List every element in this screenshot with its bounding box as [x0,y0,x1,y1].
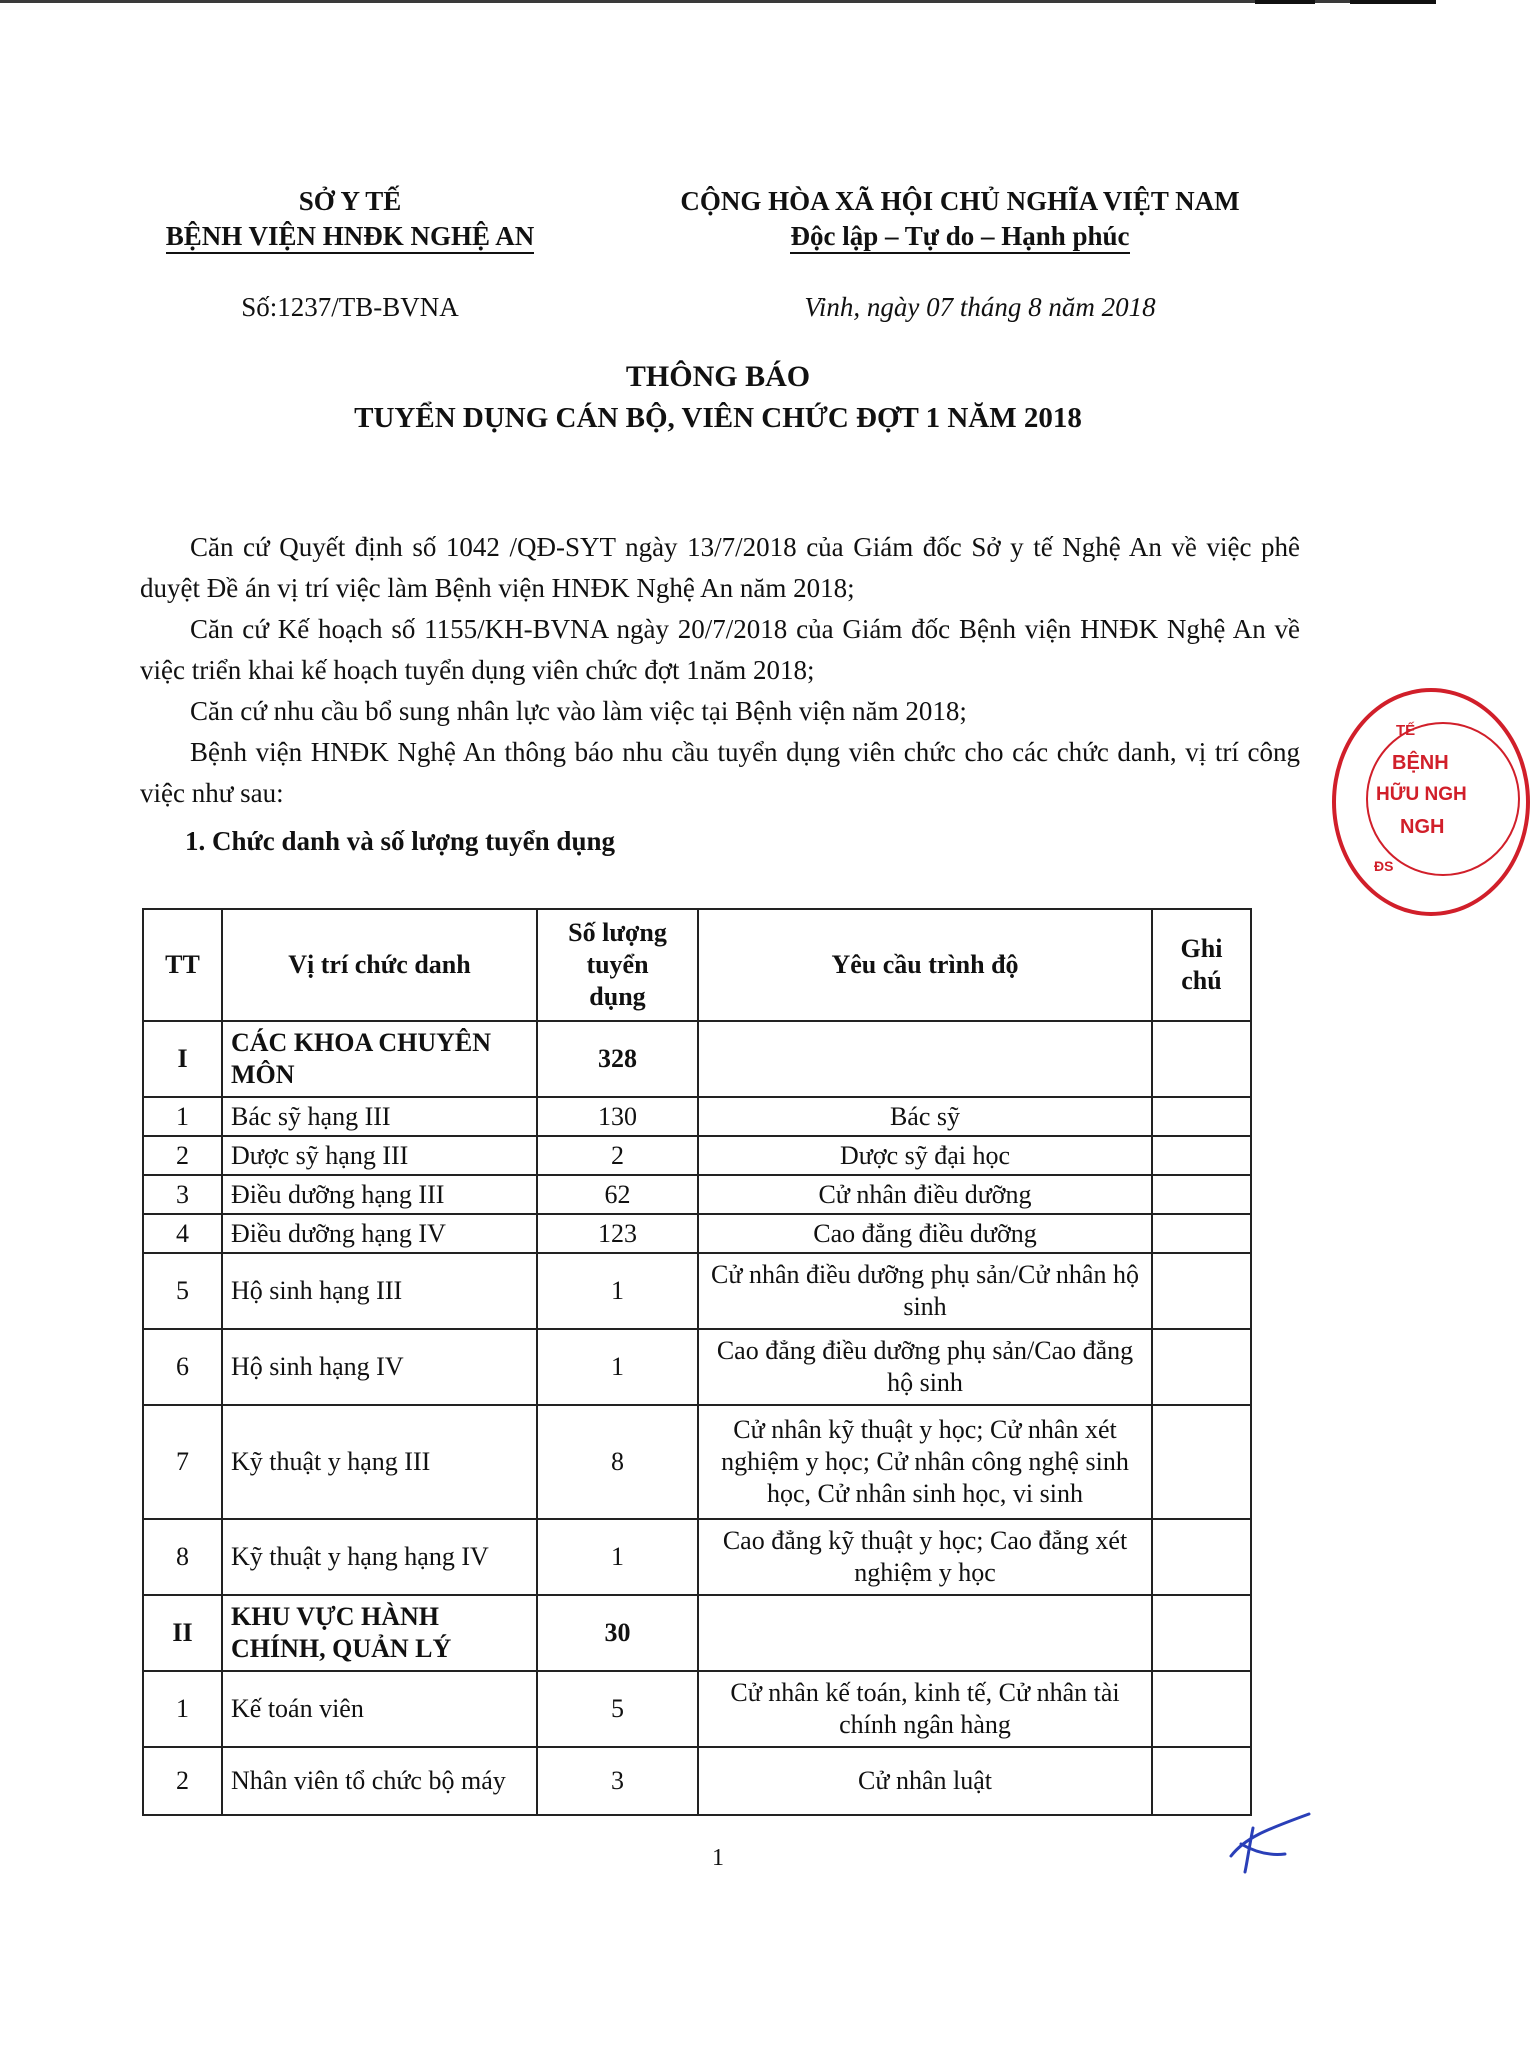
table-row [143,1136,1251,1175]
nation-name: CỘNG HÒA XÃ HỘI CHỦ NGHĨA VIỆT NAM [680,186,1240,216]
cell-position: Điều dưỡng hạng IV [222,1214,537,1253]
official-seal [1332,688,1530,916]
cell-tt: 8 [143,1519,222,1595]
table-row [143,1519,1251,1595]
cell-tt: 2 [143,1136,222,1175]
page-number: 1 [712,1845,724,1871]
cell-requirement: Cử nhân điều dưỡng [698,1175,1152,1214]
seal-text: NGH [1400,816,1445,838]
cell-quantity: 2 [537,1136,698,1175]
cell-tt: 3 [143,1175,222,1214]
cell-requirement: Cao đẳng kỹ thuật y học; Cao đẳng xét nghiệm y học [698,1519,1152,1595]
cell-quantity: 328 [537,1021,698,1097]
cell-quantity: 30 [537,1595,698,1671]
cell-note [1152,1671,1251,1747]
cell-requirement: Cử nhân kế toán, kinh tế, Cử nhân tài chính ngân hàng [698,1671,1152,1747]
cell-requirement: Bác sỹ [698,1097,1152,1136]
cell-quantity: 1 [537,1519,698,1595]
cell-position: Hộ sinh hạng III [222,1253,537,1329]
recruitment-table [142,908,1252,1816]
cell-position: Điều dưỡng hạng III [222,1175,537,1214]
paragraph: Căn cứ Quyết định số 1042 /QĐ-SYT ngày 13/7/2018 của Giám đốc Sở y tế Nghệ An về việc phê duyệt Đề án vị trí việc làm Bệnh viện HNĐK Nghệ An năm 2018; [140,532,1300,603]
table-row [143,1747,1251,1815]
document-title: THÔNG BÁO [625,360,811,393]
cell-quantity: 8 [537,1405,698,1519]
cell-tt: 4 [143,1214,222,1253]
cell-requirement [698,1595,1152,1671]
cell-requirement: Dược sỹ đại học [698,1136,1152,1175]
scan-edge-mark [1350,0,1436,4]
table-row [143,1329,1251,1405]
table-row [143,1595,1251,1671]
scan-edge [0,0,1436,3]
cell-position: KHU VỰC HÀNH CHÍNH, QUẢN LÝ [222,1595,537,1671]
cell-tt: 6 [143,1329,222,1405]
cell-requirement: Cao đẳng điều dưỡng phụ sản/Cao đẳng hộ sinh [698,1329,1152,1405]
cell-position: Nhân viên tổ chức bộ máy [222,1747,537,1815]
cell-note [1152,1405,1251,1519]
cell-position: Kế toán viên [222,1671,537,1747]
cell-note [1152,1329,1251,1405]
cell-quantity: 5 [537,1671,698,1747]
body-text [140,527,1300,814]
cell-note [1152,1175,1251,1214]
section-heading: 1. Chức danh và số lượng tuyển dụng [185,826,615,856]
seal-text: TẾ [1396,722,1416,739]
table-row [143,1671,1251,1747]
cell-quantity: 130 [537,1097,698,1136]
cell-note [1152,1214,1251,1253]
hospital-name: BỆNH VIỆN HNĐK NGHỆ AN [130,221,570,252]
cell-note [1152,1021,1251,1097]
cell-note [1152,1253,1251,1329]
cell-tt: I [143,1021,222,1097]
cell-requirement: Cử nhân điều dưỡng phụ sản/Cử nhân hộ sinh [698,1253,1152,1329]
cell-quantity: 123 [537,1214,698,1253]
seal-text: BỆNH [1392,752,1449,774]
cell-tt: II [143,1595,222,1671]
cell-requirement: Cử nhân kỹ thuật y học; Cử nhân xét nghiệm y học; Cử nhân công nghệ sinh học, Cử nhân sinh học, vi sinh [698,1405,1152,1519]
header-quantity: Số lượng tuyển dụng [537,909,698,1021]
cell-position: Bác sỹ hạng III [222,1097,537,1136]
document-date: Vinh, ngày 07 tháng 8 năm 2018 [804,292,1156,322]
agency-name: SỞ Y TẾ [298,186,402,216]
cell-tt: 2 [143,1747,222,1815]
cell-tt: 1 [143,1097,222,1136]
cell-tt: 5 [143,1253,222,1329]
cell-note [1152,1519,1251,1595]
cell-note [1152,1595,1251,1671]
header-tt: TT [143,909,222,1021]
cell-position: Kỹ thuật y hạng hạng IV [222,1519,537,1595]
header-requirement: Yêu cầu trình độ [698,909,1152,1021]
cell-position: Hộ sinh hạng IV [222,1329,537,1405]
seal-text: HỮU NGH [1376,784,1467,805]
cell-note [1152,1747,1251,1815]
cell-position: Kỹ thuật y hạng III [222,1405,537,1519]
cell-quantity: 62 [537,1175,698,1214]
table-header-row [143,909,1251,1021]
cell-quantity: 1 [537,1329,698,1405]
paragraph: Căn cứ Kế hoạch số 1155/KH-BVNA ngày 20/7/2018 của Giám đốc Bệnh viện HNĐK Nghệ An về việc triển khai kế hoạch tuyển dụng viên chức đợt 1năm 2018; [140,614,1300,685]
table-row [143,1405,1251,1519]
document-subtitle: TUYỂN DỤNG CÁN BỘ, VIÊN CHỨC ĐỢT 1 NĂM 2018 [354,402,1082,434]
cell-position: CÁC KHOA CHUYÊN MÔN [222,1021,537,1097]
seal-text: ĐS [1374,858,1394,874]
header-position: Vị trí chức danh [222,909,537,1021]
cell-position: Dược sỹ hạng III [222,1136,537,1175]
paragraph: Bệnh viện HNĐK Nghệ An thông báo nhu cầu tuyển dụng viên chức cho các chức danh, vị trí công việc như sau: [140,737,1300,808]
cell-tt: 1 [143,1671,222,1747]
cell-requirement: Cao đẳng điều dưỡng [698,1214,1152,1253]
document-number: Số:1237/TB-BVNA [241,292,459,322]
table-row [143,1253,1251,1329]
national-motto: Độc lập – Tự do – Hạnh phúc [620,221,1300,252]
cell-note [1152,1097,1251,1136]
cell-requirement: Cử nhân luật [698,1747,1152,1815]
scan-edge-mark [1255,0,1315,4]
cell-quantity: 1 [537,1253,698,1329]
table-row [143,1097,1251,1136]
table-row [143,1175,1251,1214]
cell-requirement [698,1021,1152,1097]
cell-quantity: 3 [537,1747,698,1815]
paragraph: Căn cứ nhu cầu bổ sung nhân lực vào làm việc tại Bệnh viện năm 2018; [190,696,967,726]
cell-tt: 7 [143,1405,222,1519]
cell-note [1152,1136,1251,1175]
table-row [143,1214,1251,1253]
table-row [143,1021,1251,1097]
header-note: Ghi chú [1152,909,1251,1021]
